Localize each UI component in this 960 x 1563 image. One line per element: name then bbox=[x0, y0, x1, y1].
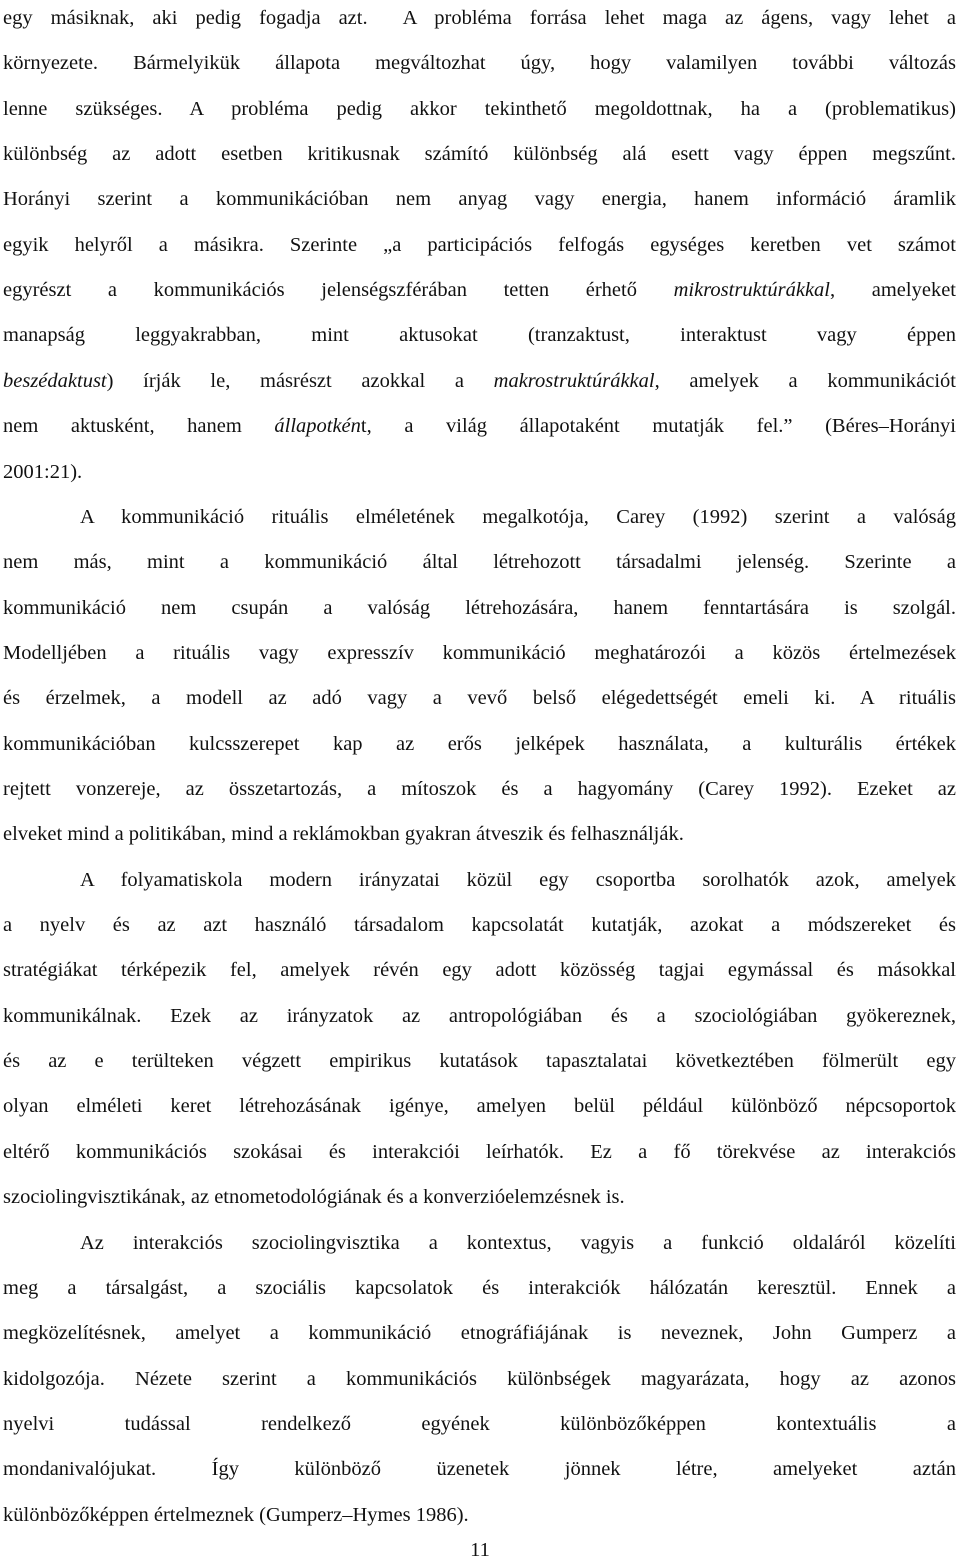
text-segment: nyelvi tudással rendelkező egyének különbözőképpen kontextuális a bbox=[3, 1412, 956, 1435]
text-segment: megközelítésnek, amelyet a kommunikáció etnográfiájának is neveznek, John Gumperz a bbox=[3, 1322, 956, 1345]
text-line bbox=[3, 457, 956, 487]
text-line bbox=[3, 774, 956, 804]
text-segment: manapság leggyakrabban, mint aktusokat (tranzaktust, interaktust vagy éppen bbox=[3, 324, 956, 347]
text-segment: mondanivalójukat. Így különböző üzenetek jönnek létre, amelyeket aztán bbox=[3, 1458, 956, 1481]
text-line bbox=[3, 910, 956, 940]
text-line bbox=[3, 729, 956, 759]
text-segment: kommunikáció nem csupán a valóság létrehozására, hanem fenntartására is szolgál. bbox=[3, 596, 956, 619]
text-segment: egy másiknak, aki pedig fogadja azt. A probléma forrása lehet maga az ágens, vagy lehet a bbox=[3, 7, 956, 29]
italic-text: mikrostruktúrákkal bbox=[673, 279, 830, 302]
text-line bbox=[3, 184, 956, 214]
text-line bbox=[3, 48, 956, 78]
text-segment: nem aktusként, hanem bbox=[3, 415, 275, 438]
text-line bbox=[3, 638, 956, 668]
text-line bbox=[3, 1454, 956, 1484]
text-segment: Az interakciós szociolingvisztika a kontextus, vagyis a funkció oldaláról közelíti bbox=[80, 1231, 956, 1254]
page-number: 11 bbox=[470, 1539, 490, 1561]
text-line bbox=[3, 593, 956, 623]
text-line bbox=[80, 502, 956, 532]
text-line bbox=[3, 366, 956, 396]
text-line bbox=[3, 819, 956, 849]
text-segment: A kommunikáció rituális elméletének megalkotója, Carey (1992) szerint a valóság bbox=[80, 505, 956, 528]
text-line bbox=[3, 1500, 956, 1530]
text-line bbox=[3, 1318, 956, 1348]
text-line bbox=[3, 94, 956, 124]
text-line bbox=[3, 1046, 956, 1076]
text-line bbox=[3, 1364, 956, 1394]
italic-text: makrostruktúrákkal bbox=[493, 369, 655, 392]
text-line bbox=[3, 320, 956, 350]
text-segment: elveket mind a politikában, mind a reklámokban gyakran átveszik és felhasználják. bbox=[3, 823, 684, 846]
text-segment: különbözőképpen értelmeznek (Gumperz–Hymes 1986). bbox=[3, 1503, 469, 1526]
text-segment: stratégiákat térképezik fel, amelyek révén egy adott közösség tagjai egymással és másokkal bbox=[3, 959, 956, 982]
text-segment: rejtett vonzereje, az összetartozás, a mítoszok és a hagyomány (Carey 1992). Ezeket az bbox=[3, 778, 956, 800]
text-segment: kommunikálnak. Ezek az irányzatok az antropológiában és a szociológiában gyökereznek, bbox=[3, 1004, 956, 1027]
text-segment: különbség az adott esetben kritikusnak számító különbség alá esett vagy éppen megszűnt. bbox=[3, 143, 956, 166]
text-segment: ) írják le, másrészt azokkal a bbox=[106, 369, 494, 392]
text-segment: olyan elméleti keret létrehozásának igénye, amelyen belül például különböző népcsoportok bbox=[3, 1095, 956, 1118]
text-segment: , amelyek a kommunikációt bbox=[654, 369, 957, 392]
text-line bbox=[3, 1091, 956, 1121]
text-line bbox=[80, 865, 956, 895]
text-line bbox=[3, 1409, 956, 1439]
text-segment: kommunikációban kulcsszerepet kap az erős jelképek használata, a kulturális értékek bbox=[3, 732, 956, 755]
text-line bbox=[3, 230, 956, 260]
italic-text: állapotkén bbox=[274, 415, 361, 438]
text-segment: a nyelv és az azt használó társadalom kapcsolatát kutatják, azokat a módszereket és bbox=[3, 914, 956, 936]
text-segment: , amelyeket bbox=[830, 279, 956, 302]
italic-text: beszédaktust bbox=[3, 369, 107, 392]
text-segment: t, a világ állapotaként mutatják fel.” (Béres–Horányi bbox=[360, 415, 956, 438]
text-line bbox=[80, 1228, 956, 1258]
text-segment: lenne szükséges. A probléma pedig akkor tekinthető megoldottnak, ha a (problematikus) bbox=[3, 97, 956, 120]
text-line bbox=[3, 955, 956, 985]
text-line bbox=[3, 411, 956, 441]
text-line bbox=[3, 1273, 956, 1303]
text-segment: és az e terülteken végzett empirikus kutatások tapasztalatai következtében fölmerült egy bbox=[3, 1050, 956, 1072]
text-segment: 2001:21). bbox=[3, 460, 83, 483]
text-segment: Horányi szerint a kommunikációban nem anyag vagy energia, hanem információ áramlik bbox=[3, 188, 956, 211]
text-segment: meg a társalgást, a szociális kapcsolatok és interakciók hálózatán keresztül. Ennek a bbox=[3, 1276, 956, 1299]
text-line bbox=[3, 1001, 956, 1031]
text-line bbox=[3, 683, 956, 713]
text-line bbox=[3, 1137, 956, 1167]
text-line bbox=[3, 1182, 956, 1212]
text-segment: kidolgozója. Nézete szerint a kommunikációs különbségek magyarázata, hogy az azonos bbox=[3, 1367, 956, 1390]
text-segment: egyik helyről a másikra. Szerinte „a participációs felfogás egységes keretben vet számot bbox=[3, 233, 956, 256]
text-line bbox=[3, 3, 956, 33]
text-line bbox=[3, 139, 956, 169]
text-segment: nem más, mint a kommunikáció által létrehozott társadalmi jelenség. Szerinte a bbox=[3, 551, 956, 574]
text-line bbox=[3, 275, 956, 305]
text-segment: eltérő kommunikációs szokásai és interakciói leírhatók. Ez a fő törekvése az interakciós bbox=[3, 1140, 956, 1163]
text-segment: szociolingvisztikának, az etnometodológiának és a konverzióelemzésnek is. bbox=[3, 1186, 625, 1209]
text-segment: egyrészt a kommunikációs jelenségszférában tetten érhető bbox=[3, 279, 674, 302]
text-segment: környezete. Bármelyikük állapota megváltozhat úgy, hogy valamilyen további változás bbox=[3, 52, 956, 75]
text-segment: Modelljében a rituális vagy expresszív kommunikáció meghatározói a közös értelmezések bbox=[3, 641, 956, 664]
text-segment: A folyamatiskola modern irányzatai közül egy csoportba sorolhatók azok, amelyek bbox=[80, 868, 956, 891]
text-segment: és érzelmek, a modell az adó vagy a vevő belső elégedettségét emeli ki. A rituális bbox=[3, 687, 956, 710]
text-line bbox=[3, 547, 956, 577]
